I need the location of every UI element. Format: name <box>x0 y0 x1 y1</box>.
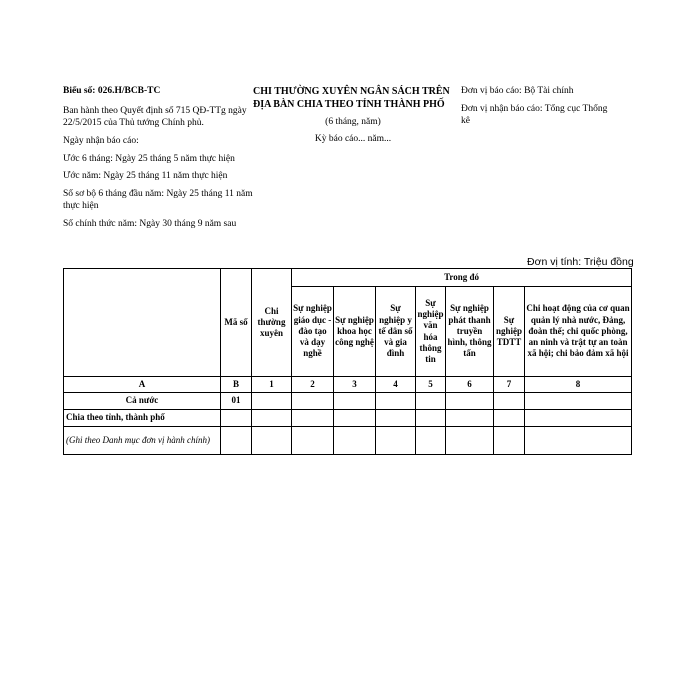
prelim-6-months: Số sơ bộ 6 tháng đầu năm: Ngày 25 tháng 11 năm thực hiện <box>63 189 253 212</box>
header-total: Chi thường xuyên <box>252 269 292 377</box>
header-row-1 <box>64 269 632 287</box>
issued-by: Ban hành theo Quyết định số 715 QĐ-TTg ngày 22/5/2015 của Thủ tướng Chính phủ. <box>63 105 247 128</box>
est-6-months: Ước 6 tháng: Ngày 25 tháng 5 năm thực hiện <box>63 153 235 164</box>
index-row <box>64 377 632 393</box>
index-cell: 7 <box>494 377 525 393</box>
header-trong-do: Trong đó <box>292 269 632 287</box>
cell <box>292 410 334 427</box>
cell <box>376 427 416 455</box>
cell <box>334 410 376 427</box>
cell <box>376 393 416 410</box>
unit-label: Đơn vị tính: Triệu đồng <box>527 256 634 268</box>
title-line-1: CHI THƯỜNG XUYÊN NGÂN SÁCH TRÊN <box>253 86 450 97</box>
cell <box>252 393 292 410</box>
row-code <box>221 427 252 455</box>
cell <box>525 393 632 410</box>
cell <box>252 410 292 427</box>
cell <box>292 393 334 410</box>
receiving-unit: Đơn vị nhận báo cáo: Tổng cục Thống kê <box>461 104 608 126</box>
header-blank <box>64 269 221 377</box>
reporting-unit: Đơn vị báo cáo: Bộ Tài chính <box>461 86 574 96</box>
row-label: Chia theo tỉnh, thành phố <box>64 410 221 427</box>
table-row <box>64 393 632 410</box>
header-sub-6: Sự nghiệp TDTT <box>494 287 525 377</box>
cell <box>416 393 446 410</box>
index-cell: 4 <box>376 377 416 393</box>
receive-date: Ngày nhận báo cáo: <box>63 135 139 146</box>
cell <box>494 393 525 410</box>
row-label: (Ghi theo Danh mục đơn vị hành chính) <box>64 427 221 455</box>
index-cell: 6 <box>446 377 494 393</box>
period: (6 tháng, năm) <box>325 117 381 127</box>
cell <box>416 427 446 455</box>
index-cell: 5 <box>416 377 446 393</box>
row-code <box>221 410 252 427</box>
header-sub-5: Sự nghiệp phát thanh truyền hình, thông tấn <box>446 287 494 377</box>
report-period: Kỳ báo cáo... năm... <box>314 134 392 144</box>
cell <box>252 427 292 455</box>
cell <box>446 427 494 455</box>
row-label: Cả nước <box>64 393 221 410</box>
cell <box>494 410 525 427</box>
index-cell: 1 <box>252 377 292 393</box>
index-cell: 8 <box>525 377 632 393</box>
est-year: Ước năm: Ngày 25 tháng 11 năm thực hiện <box>63 171 228 182</box>
table-row <box>64 410 632 427</box>
cell <box>416 410 446 427</box>
cell <box>446 393 494 410</box>
table-row <box>64 427 632 455</box>
header-sub-2: Sự nghiệp khoa học công nghệ <box>334 287 376 377</box>
header-sub-3: Sự nghiệp y tế dân số và gia đình <box>376 287 416 377</box>
title-line-2: ĐỊA BÀN CHIA THEO TỈNH THÀNH PHỐ <box>253 98 445 110</box>
form-code: Biểu số: 026.H/BCB-TC <box>63 86 161 96</box>
left-header <box>63 86 253 237</box>
index-cell: B <box>221 377 252 393</box>
row-code: 01 <box>221 393 252 410</box>
header-sub-1: Sự nghiệp giáo dục - đào tạo và dạy nghề <box>292 287 334 377</box>
header-code: Mã số <box>221 269 252 377</box>
cell <box>376 410 416 427</box>
report-table <box>63 268 632 455</box>
cell <box>494 427 525 455</box>
cell <box>334 393 376 410</box>
report-title <box>253 86 468 111</box>
cell <box>334 427 376 455</box>
index-cell: 3 <box>334 377 376 393</box>
official-figures: Số chính thức năm: Ngày 30 tháng 9 năm sau <box>63 219 237 229</box>
index-cell: 2 <box>292 377 334 393</box>
index-cell: A <box>64 377 221 393</box>
cell <box>525 410 632 427</box>
header-sub-7: Chi hoạt động của cơ quan quản lý nhà nước, Đảng, đoàn thể; chi quốc phòng, an ninh và trật tự an toàn xã hội; chi bảo đảm xã hội <box>525 287 632 377</box>
cell <box>292 427 334 455</box>
cell <box>446 410 494 427</box>
cell <box>525 427 632 455</box>
header-sub-4: Sự nghiệp văn hóa thông tin <box>416 287 446 377</box>
